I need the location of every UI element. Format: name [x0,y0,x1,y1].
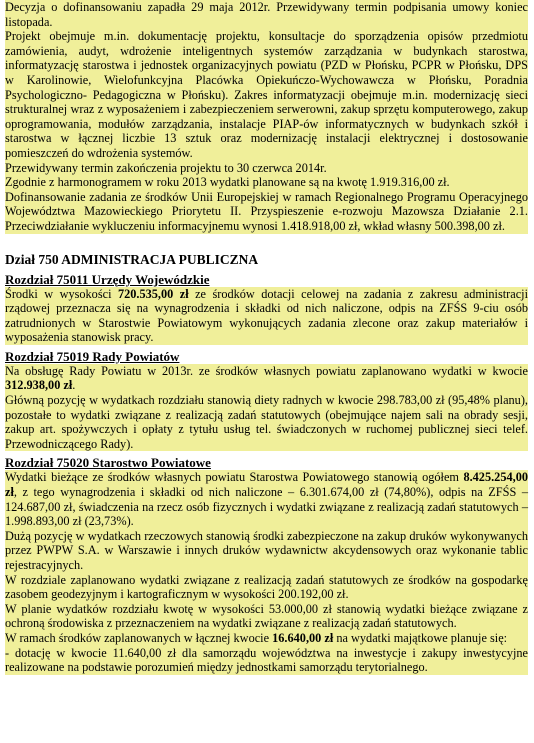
spacer [5,234,528,252]
chapter-paragraph: Wydatki bieżące ze środków własnych powiatu Starostwa Powiatowego stanowią ogółem 8.425.254,00 zł, z tego wynagrodzenia i składki od nich naliczone – 6.301.674,00 zł (74,80%), odpis na ZFŚS – 124.687,00 zł, świadczenia na rzecz osób fizycznych i wydatki związane z realizacją zadań statutowych – 1.998.893,00 zł (23,73%). [5,470,528,529]
chapter-75019 [5,349,528,452]
chapter-paragraph: Na obsługę Rady Powiatu w 2013r. ze środków własnych powiatu zaplanowano wydatki w kwocie 312.938,00 zł. [5,363,528,393]
chapter-body [5,470,528,674]
intro-line-4: Zgodnie z harmonogramem w roku 2013 wydatki planowane są na kwotę 1.919.316,00 zł. [5,175,450,190]
chapter-body [5,287,528,345]
intro-block [5,0,528,234]
section-heading: Dział 750 ADMINISTRACJA PUBLICZNA [5,251,259,267]
chapter-paragraph: - dotację w kwocie 11.640,00 zł dla samorządu województwa na inwestycje i zakupy inwestycyjne realizowane na podstawie porozumień między jednostkami samorządu terytorialnego. [5,645,528,675]
chapter-title: Rozdział 75011 Urzędy Wojewódzkie [5,271,210,287]
chapter-body [5,364,528,452]
intro-line-2: Projekt obejmuje m.in. dokumentację projektu, konsultacje do sporządzenia opisów przedmiotu zamówienia, audyt, wdrożenie inteligentnych systemów zarządzania w budynkach starostwa, informatyzację starostwa i jednostek organizacyjnych powiatu (PZD w Płońsku, PCPR w Płońsku, DPS w Karolinowie, Wielofunkcyjna Placówka Opiekuńczo-Wychowawcza w Płońsku, Poradnia Psychologiczno- Pedagogiczna w Płońsku). Zakres informatyzacji obejmuje m.in. modernizację sieci strukturalnej wraz z wyposażeniem i zabezpieczeniem serwerowni, zakup sprzętu komputerowego, zakup oprogramowania, modułów zarządzania, instalacje PIAP-ów informatycznych w budynkach szkół i starostwa w łącznej liczbie 13 sztuk oraz modernizację instalacji elektrycznej i dostosowanie pomieszczeń do wdrożenia systemów. [5,29,528,160]
chapter-title: Rozdział 75019 Rady Powiatów [5,348,180,364]
amount: 8.425.254,00 zł [5,470,528,500]
chapter-75011 [5,272,528,345]
intro-line-1: Decyzja o dofinansowaniu zapadła 29 maja 2012r. Przewidywany termin podpisania umowy koniec listopada. [5,0,528,29]
chapter-paragraph: W planie wydatków rozdziału kwotę w wysokości 53.000,00 zł stanowią wydatki bieżące związane z ochroną środowiska z przeznaczeniem na wydatki związane z realizacją zadań statutowych. [5,601,528,631]
intro-line-3: Przewidywany termin zakończenia projektu to 30 czerwca 2014r. [5,160,327,175]
chapter-paragraph: W rozdziale zaplanowano wydatki związane z realizacją zadań statutowych ze środków na gospodarkę zasobem geodezyjnym i kartograficznym w wysokości 200.192,00 zł. [5,572,528,602]
chapter-paragraph: W ramach środków zaplanowanych w łącznej kwocie 16.640,00 zł na wydatki majątkowe planuje się: [5,630,508,645]
document-page [5,0,528,675]
amount: 720.535,00 zł [117,286,189,301]
chapter-title: Rozdział 75020 Starostwo Powiatowe [5,455,211,471]
chapter-paragraph: Główną pozycję w wydatkach rozdziału stanowią diety radnych w kwocie 298.783,00 zł (95,48% planu), pozostałe to wydatki związane z realizacją zadań statutowych (obejmujące najem sali na obrady sesji, zakup art. spożywczych i opłaty z tytułu usług tel. świadczonych w ruchomej publicznej sieci telef. Przewodniczącego Rady). [5,393,528,451]
chapter-paragraph: Środki w wysokości 720.535,00 zł ze środków dotacji celowej na zadania z zakresu administracji rządowej przeznacza się na wynagrodzenia i składki od nich naliczone, odpis na ZFŚS 9-ciu osób zatrudnionych w Starostwie Powiatowym wykonujących zadania zlecone oraz zakup materiałów i wyposażenia stanowisk pracy. [5,286,528,345]
amount: 312.938,00 zł [5,378,73,393]
chapter-paragraph: Dużą pozycję w wydatkach rzeczowych stanowią środki zabezpieczone na zakup druków wykonywanych przez PWPW S.A. w Warszawie i innych druków wydawnictw akcydensowych oraz wykonanie tablic rejestracyjnych. [5,528,528,572]
chapter-75020 [5,455,528,674]
intro-line-5: Dofinansowanie zadania ze środków Unii Europejskiej w ramach Regionalnego Programu Operacyjnego Województwa Mazowieckiego Priorytetu II. Przyspieszenie e-rozwoju Mazowsza Działanie 2.1. Przeciwdziałanie wykluczeniu informacyjnemu wynosi 1.418.918,00 zł, wkład własny 500.398,00 zł. [5,189,528,233]
amount: 16.640,00 zł [272,630,334,645]
